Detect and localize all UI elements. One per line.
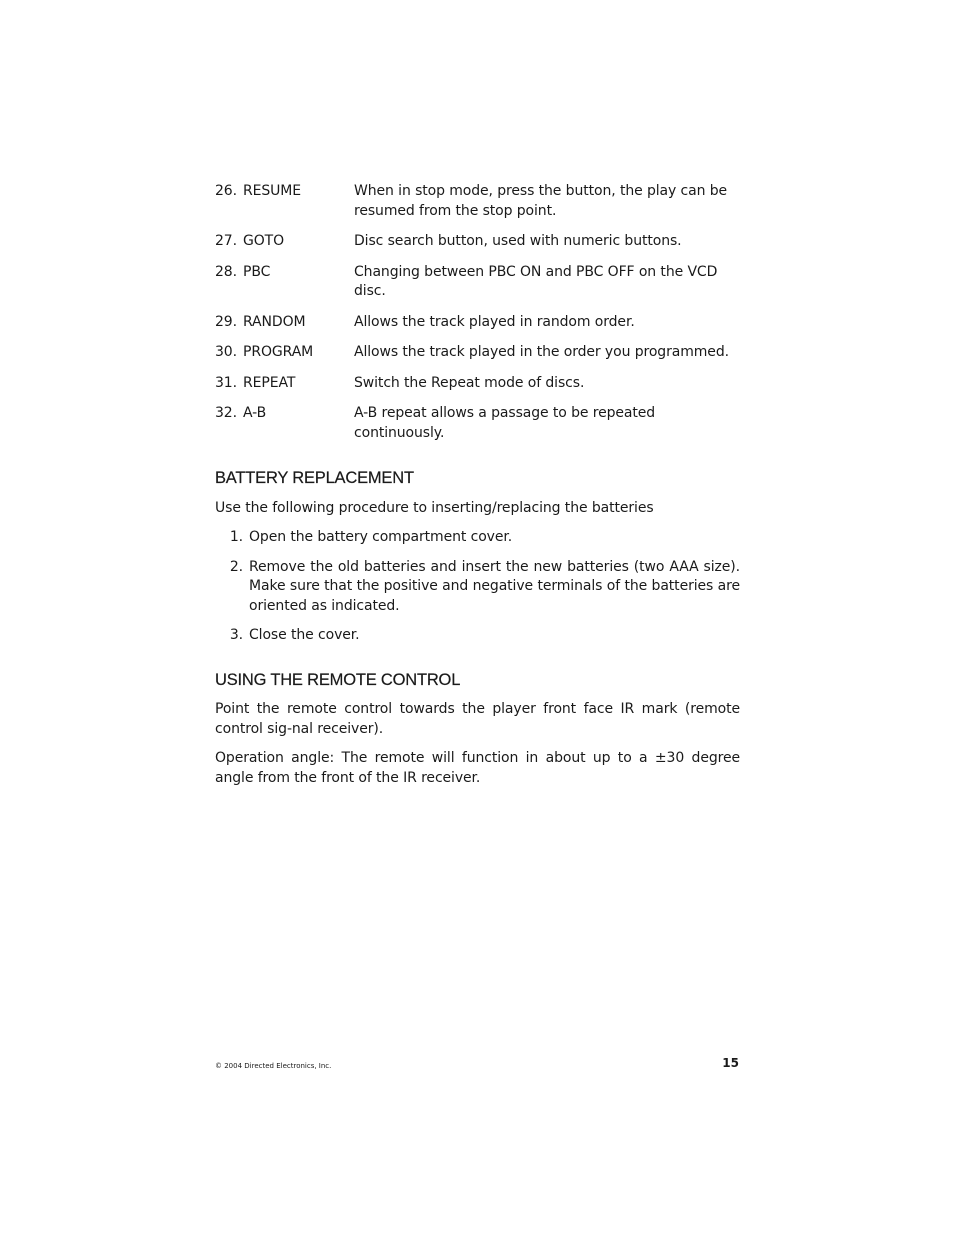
definition-term: REPEAT (243, 374, 296, 391)
definition-term: PROGRAM (243, 344, 314, 360)
definition-number: 27. (215, 233, 237, 249)
battery-replacement-heading: BATTERY REPLACEMENT (215, 469, 414, 487)
step-number: 2. (229, 558, 243, 575)
page-content (215, 182, 740, 798)
page-footer (215, 1056, 740, 1076)
battery-intro-paragraph: Use the following procedure to inserting/replacing the batteries (215, 499, 654, 516)
step-number: 3. (229, 627, 243, 643)
step-text: Close the cover. (249, 627, 360, 643)
battery-steps-list (215, 528, 740, 646)
definition-description: Allows the track played in random order. (354, 313, 635, 330)
definition-number: 30. (215, 344, 237, 360)
definition-description: Switch the Repeat mode of discs. (354, 374, 585, 391)
definition-item-repeat (215, 374, 740, 394)
battery-step (215, 558, 740, 617)
copyright-notice: © 2004 Directed Electronics, Inc. (215, 1062, 332, 1070)
definition-description: Disc search button, used with numeric buttons. (354, 233, 682, 249)
definition-number: 29. (215, 313, 237, 330)
definition-item-goto (215, 232, 740, 252)
definition-term: GOTO (243, 233, 285, 249)
battery-step (215, 626, 740, 646)
using-remote-control-heading: USING THE REMOTE CONTROL (215, 670, 461, 689)
remote-paragraph-operation-angle: Operation angle: The remote will function in about up to a ±30 degree angle from the front of the IR receiver. (215, 750, 740, 786)
definition-item-random (215, 313, 740, 333)
step-text: Open the battery compartment cover. (249, 529, 513, 545)
battery-step (215, 528, 740, 548)
definition-item-pbc (215, 263, 740, 302)
definition-description: Changing between PBC ON and PBC OFF on the VCD disc. (354, 263, 718, 299)
definition-term: RANDOM (243, 313, 306, 330)
definition-term: A-B (243, 405, 267, 421)
definition-number: 31. (215, 374, 237, 391)
definition-description: Allows the track played in the order you programmed. (354, 344, 729, 360)
definition-description: A-B repeat allows a passage to be repeated continuously. (354, 405, 656, 441)
definition-number: 28. (215, 263, 237, 280)
definition-item-a-b (215, 404, 740, 443)
step-number: 1. (229, 529, 243, 545)
definition-description: When in stop mode, press the button, the play can be resumed from the stop point. (354, 183, 728, 219)
definition-item-resume (215, 182, 740, 221)
definition-number: 32. (215, 405, 237, 421)
step-text: Remove the old batteries and insert the new batteries (two AAA size). Make sure that the positive and negative terminals of the batteries are oriented as indicated. (249, 558, 740, 614)
remote-paragraph-pointing: Point the remote control towards the player front face IR mark (remote control sig-nal receiver). (215, 701, 740, 737)
definition-term: PBC (243, 263, 271, 280)
definition-list (215, 182, 740, 443)
page-number: 15 (722, 1056, 739, 1070)
definition-item-program (215, 343, 740, 363)
definition-term: RESUME (243, 183, 302, 199)
definition-number: 26. (215, 183, 237, 199)
